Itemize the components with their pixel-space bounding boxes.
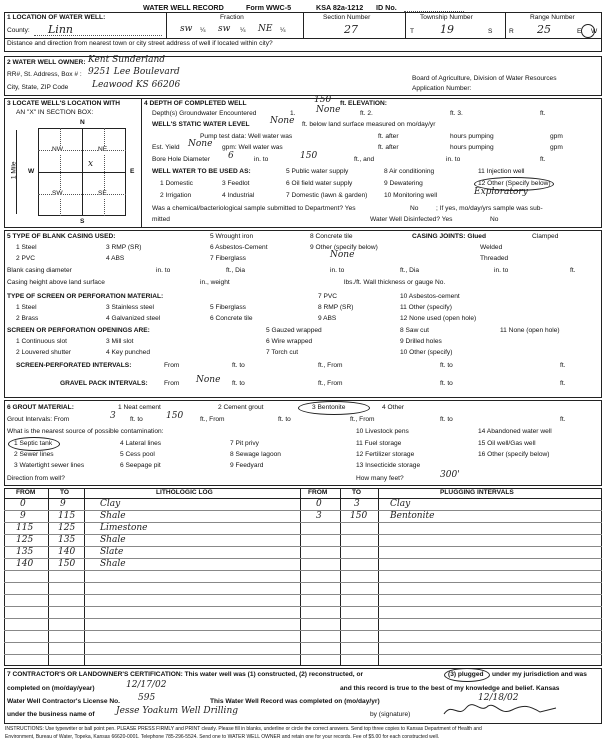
table-row-litho-desc: Slate bbox=[100, 547, 124, 557]
section-5-box bbox=[4, 230, 602, 398]
use-10: 10 Monitoring well bbox=[384, 192, 438, 199]
bore-ft: ft., and bbox=[354, 156, 375, 163]
pump-test-label: Pump test data: Well water was bbox=[200, 133, 293, 140]
use-label: WELL WATER TO BE USED AS: bbox=[152, 168, 251, 175]
table-row-litho-from: 135 bbox=[16, 547, 34, 557]
address-value: 9251 Lee Boulevard bbox=[88, 67, 180, 77]
casing-6: 6 Asbestos-Cement bbox=[210, 244, 268, 251]
range-e: E bbox=[577, 28, 582, 35]
table-row-plug-desc: Bentonite bbox=[390, 511, 435, 521]
grout-4: 4 Other bbox=[382, 404, 404, 411]
spi-ft-to: ft. to bbox=[232, 362, 245, 369]
record-date-value: 12/18/02 bbox=[478, 693, 519, 703]
blank-in-to: in. to bbox=[156, 267, 171, 274]
range-label: Range Number bbox=[530, 14, 575, 21]
grout-from-value: 3 bbox=[110, 411, 116, 421]
casing-9: 9 Other (specify below) bbox=[310, 244, 378, 251]
opening-3: 3 Mill slot bbox=[106, 338, 134, 345]
distance-label: Distance and direction from nearest town or city street address of well if located within city? bbox=[7, 40, 273, 47]
fraction-value-3: NE bbox=[258, 24, 273, 34]
table-row-litho-desc: Limestone bbox=[100, 523, 148, 533]
casing-5: 5 Wrought iron bbox=[210, 233, 254, 240]
section-3-title: 3 LOCATE WELL'S LOCATION WITH bbox=[7, 100, 121, 107]
static-level-label: WELL'S STATIC WATER LEVEL bbox=[152, 121, 250, 128]
contam-15: 15 Oil well/Gas well bbox=[478, 440, 536, 447]
section-2-title: 2 WATER WELL OWNER: bbox=[7, 59, 86, 66]
disinfected-label: Water Well Disinfected? Yes bbox=[370, 216, 453, 223]
contam-9: 9 Feedyard bbox=[230, 462, 264, 469]
contam-3: 3 Watertight sewer lines bbox=[14, 462, 85, 469]
section-3-subtitle: AN "X" IN SECTION BOX: bbox=[16, 109, 94, 116]
quarter-mark-1: ¼ bbox=[200, 27, 206, 34]
opening-4: 4 Key punched bbox=[106, 349, 150, 356]
groundwater-value: None bbox=[316, 105, 341, 115]
fraction-label: Fraction bbox=[220, 14, 244, 21]
screen-6: 6 Concrete tile bbox=[210, 315, 253, 322]
table-row-litho-to: 140 bbox=[58, 547, 76, 557]
gp-ft-to-2: ft. to bbox=[440, 380, 453, 387]
use-6: 6 Oil field water supply bbox=[286, 180, 353, 187]
ne-quadrant: NE bbox=[98, 146, 108, 153]
screen-intervals-label: SCREEN-PERFORATED INTERVALS: bbox=[16, 362, 132, 369]
township-value: 19 bbox=[440, 23, 454, 36]
table-row-litho-from: 0 bbox=[20, 499, 26, 509]
yield-after: ft. after bbox=[378, 144, 399, 151]
pump-hours: hours pumping bbox=[450, 133, 494, 140]
certification-line-1b: under my jurisdiction and was bbox=[492, 671, 587, 678]
bore-in-2: in. to bbox=[446, 156, 461, 163]
section-5-title: 5 TYPE OF BLANK CASING USED: bbox=[7, 233, 116, 240]
record-completed-label: This Water Well Record was completed on (mo/day/yr) bbox=[210, 698, 380, 705]
east-label: E bbox=[130, 168, 135, 175]
section-6-title: 6 GROUT MATERIAL: bbox=[7, 404, 74, 411]
openings-title: SCREEN OR PERFORATION OPENINGS ARE: bbox=[7, 327, 150, 334]
yield-hours: hours pumping bbox=[450, 144, 494, 151]
depth-value: 150 bbox=[314, 95, 332, 105]
casing-weight: in., weight bbox=[200, 279, 230, 286]
screen-2: 2 Brass bbox=[16, 315, 39, 322]
opening-1: 1 Continuous slot bbox=[16, 338, 67, 345]
use-11: 11 Injection well bbox=[478, 168, 525, 175]
casing-3: 3 RMP (SR) bbox=[106, 244, 142, 251]
table-row-litho-to: 9 bbox=[60, 499, 66, 509]
static-level-rest: ft. below land surface measured on mo/day/yr bbox=[302, 121, 436, 128]
contam-6: 6 Seepage pit bbox=[120, 462, 161, 469]
township-s: S bbox=[488, 28, 493, 35]
grout-ft-to-3: ft. to bbox=[440, 416, 453, 423]
bore-label: Bore Hole Diameter bbox=[152, 156, 210, 163]
table-row-litho-desc: Shale bbox=[100, 511, 126, 521]
bore-to-value: 150 bbox=[300, 151, 318, 161]
mitted: mitted bbox=[152, 216, 170, 223]
bore-in: in. to bbox=[254, 156, 269, 163]
gw-2: ft. 2. bbox=[360, 110, 373, 117]
grout-ft-to: ft. to bbox=[130, 416, 143, 423]
gw-ft: ft. bbox=[540, 110, 546, 117]
range-w: W bbox=[591, 28, 598, 35]
gp-ft-to: ft. to bbox=[232, 380, 245, 387]
bore-ft-2: ft. bbox=[540, 156, 546, 163]
table-row-plug-from: 3 bbox=[316, 511, 322, 521]
section-1-title: 1 LOCATION OF WATER WELL: bbox=[7, 14, 106, 21]
grout-2: 2 Cement grout bbox=[218, 404, 264, 411]
city-label: City, State, ZIP Code bbox=[7, 84, 69, 91]
location-x-mark: x bbox=[88, 159, 94, 169]
feet-value: 300' bbox=[440, 470, 460, 480]
completed-label: completed on (mo/day/year) bbox=[7, 685, 95, 692]
screen-5: 5 Fiberglass bbox=[210, 304, 246, 311]
screen-12: 12 None used (open hole) bbox=[400, 315, 477, 322]
business-name-label: under the business name of bbox=[7, 711, 95, 718]
casing-height-label: Casing height above land surface bbox=[7, 279, 105, 286]
bore-value: 6 bbox=[228, 151, 234, 161]
west-label: W bbox=[28, 168, 35, 175]
casing-7: 7 Fiberglass bbox=[210, 255, 246, 262]
fraction-value-1: sw bbox=[180, 24, 193, 34]
log-header-from: FROM bbox=[16, 489, 36, 496]
contam-1: 1 Septic tank bbox=[14, 440, 53, 447]
use-12: 12 Other (Specify below) bbox=[478, 180, 551, 187]
application-label: Application Number: bbox=[412, 85, 472, 92]
address-label: RR#, St. Address, Box # : bbox=[7, 71, 82, 78]
casing-other-value: None bbox=[330, 250, 355, 260]
fraction-value-2: sw bbox=[218, 24, 231, 34]
opening-11: 11 None (open hole) bbox=[500, 327, 560, 334]
table-row-plug-desc: Clay bbox=[390, 499, 411, 509]
signature-label: by (signature) bbox=[370, 711, 411, 718]
table-row-plug-to: 3 bbox=[354, 499, 360, 509]
casing-2: 2 PVC bbox=[16, 255, 36, 262]
table-row-litho-to: 115 bbox=[58, 511, 76, 521]
casing-lbs: lbs./ft. Wall thickness or gauge No. bbox=[344, 279, 446, 286]
screen-1: 1 Steel bbox=[16, 304, 37, 311]
table-row-litho-to: 135 bbox=[58, 535, 76, 545]
table-row-litho-desc: Clay bbox=[100, 499, 121, 509]
elevation-label: ft. ELEVATION: bbox=[340, 100, 388, 107]
grout-3: 3 Bentonite bbox=[312, 404, 346, 411]
south-label: S bbox=[80, 218, 85, 225]
sw-quadrant: SW bbox=[52, 190, 63, 197]
range-value: 25 bbox=[537, 23, 551, 36]
opening-2: 2 Louvered shutter bbox=[16, 349, 71, 356]
casing-welded: Welded bbox=[480, 244, 503, 251]
table-row-litho-desc: Shale bbox=[100, 535, 126, 545]
casing-joints: CASING JOINTS: Glued bbox=[412, 233, 487, 240]
table-row-litho-to: 150 bbox=[58, 559, 76, 569]
section-4-title: 4 DEPTH OF COMPLETED WELL bbox=[144, 100, 247, 107]
grout-ft-from: ft., From bbox=[200, 416, 225, 423]
contam-14: 14 Abandoned water well bbox=[478, 428, 552, 435]
instructions-line-2: Environment, Bureau of Water, Topeka, Kansas 66620-0001. Telephone 785-296-5524. Send one to WATER WELL OWNER and retain one for your records. Fee of $5.00 for each constructed well. bbox=[5, 734, 440, 740]
contam-11: 11 Fuel storage bbox=[356, 440, 402, 447]
gravel-pack-label: GRAVEL PACK INTERVALS: bbox=[60, 380, 148, 387]
se-quadrant: SE bbox=[98, 190, 107, 197]
contam-1-circle bbox=[8, 437, 60, 451]
use-8: 8 Air conditioning bbox=[384, 168, 435, 175]
signature bbox=[440, 700, 560, 720]
blank-ft: ft. bbox=[570, 267, 576, 274]
blank-ft-dia: ft., Dia bbox=[226, 267, 246, 274]
yield-gpm: gpm: Well water was bbox=[222, 144, 283, 151]
business-name-value: Jesse Yoakum Well Drilling bbox=[116, 706, 238, 716]
grout-ft-from-2: ft., From bbox=[350, 416, 375, 423]
certification-line-1: 7 CONTRACTOR'S OR LANDOWNER'S CERTIFICATION: This water well was (1) constructed, (2) reconstructed, or bbox=[7, 671, 364, 678]
contam-4: 4 Lateral lines bbox=[120, 440, 162, 447]
yield-gpm-2: gpm bbox=[550, 144, 563, 151]
direction-label: Direction from well? bbox=[7, 475, 65, 482]
blank-ft-dia-2: ft., Dia bbox=[400, 267, 420, 274]
opening-7: 7 Torch cut bbox=[266, 349, 299, 356]
table-row-litho-from: 140 bbox=[16, 559, 34, 569]
plugged-circle bbox=[444, 668, 490, 682]
opening-8: 8 Saw cut bbox=[400, 327, 429, 334]
yield-value: None bbox=[188, 139, 213, 149]
blank-in-to-3: in. to bbox=[494, 267, 509, 274]
table-row-litho-from: 115 bbox=[16, 523, 34, 533]
table-row-litho-from: 125 bbox=[16, 535, 34, 545]
spi-ft-from: ft., From bbox=[318, 362, 343, 369]
instructions-line-1: INSTRUCTIONS: Use typewriter or ball point pen. PLEASE PRESS FIRMLY and PRINT clearly. Please fill in blanks, underline or circle the correct answers. Send top three copies to Kansas Department of Health and bbox=[5, 726, 482, 732]
grout-3-circle bbox=[298, 401, 370, 415]
opening-6: 6 Wire wrapped bbox=[266, 338, 313, 345]
screen-11: 11 Other (specify) bbox=[400, 304, 452, 311]
grout-intervals-label: Grout Intervals: From bbox=[7, 416, 70, 423]
contam-13: 13 Insecticide storage bbox=[356, 462, 421, 469]
contam-10: 10 Livestock pens bbox=[356, 428, 409, 435]
range-r: R bbox=[509, 28, 514, 35]
casing-clamped: Clamped bbox=[532, 233, 559, 240]
opening-9: 9 Drilled holes bbox=[400, 338, 442, 345]
spi-from: From bbox=[164, 362, 180, 369]
quarter-mark-3: ¼ bbox=[280, 27, 286, 34]
blank-in-to-2: in. to bbox=[330, 267, 345, 274]
grout-1: 1 Neat cement bbox=[118, 404, 161, 411]
certification-line-2: and this record is true to the best of my knowledge and belief. Kansas bbox=[340, 685, 560, 692]
table-row-litho-desc: Shale bbox=[100, 559, 126, 569]
table-row-plug-from: 0 bbox=[316, 499, 322, 509]
gp-from: From bbox=[164, 380, 180, 387]
id-label: ID No. bbox=[376, 3, 397, 12]
screen-9: 9 ABS bbox=[318, 315, 337, 322]
casing-4: 4 ABS bbox=[106, 255, 125, 262]
opening-10: 10 Other (specify) bbox=[400, 349, 453, 356]
statute: KSA 82a-1212 bbox=[316, 3, 364, 12]
pump-gpm: gpm bbox=[550, 133, 563, 140]
use-9: 9 Dewatering bbox=[384, 180, 423, 187]
quarter-mark-2: ¼ bbox=[240, 27, 246, 34]
use-1: 1 Domestic bbox=[160, 180, 193, 187]
table-row-plug-to: 150 bbox=[350, 511, 368, 521]
contam-8: 8 Sewage lagoon bbox=[230, 451, 281, 458]
gravel-pack-value: None bbox=[196, 375, 221, 385]
use-3: 3 Feedlot bbox=[222, 180, 250, 187]
log-table bbox=[4, 488, 602, 666]
disinfected-no: No bbox=[490, 216, 499, 223]
screen-4: 4 Galvanized steel bbox=[106, 315, 161, 322]
log-header-plugging: PLUGGING INTERVALS bbox=[440, 489, 514, 496]
grout-ft-to-2: ft. to bbox=[278, 416, 291, 423]
how-many-feet-label: How many feet? bbox=[356, 475, 404, 482]
contam-7: 7 Pit privy bbox=[230, 440, 259, 447]
township-t: T bbox=[410, 28, 415, 35]
board-label: Board of Agriculture, Division of Water Resources bbox=[412, 75, 557, 82]
blank-diameter-label: Blank casing diameter bbox=[7, 267, 72, 274]
log-header-to: TO bbox=[60, 489, 70, 496]
section-number-value: 27 bbox=[344, 23, 358, 36]
opening-5: 5 Gauzed wrapped bbox=[266, 327, 322, 334]
log-header-to-2: TO bbox=[352, 489, 362, 496]
use-7: 7 Domestic (lawn & garden) bbox=[286, 192, 368, 199]
chem-sample-label: Was a chemical/bacteriological sample submitted to Department? Yes bbox=[152, 205, 356, 212]
nw-quadrant: NW bbox=[52, 146, 63, 153]
use-2: 2 Irrigation bbox=[160, 192, 192, 199]
form-title: WATER WELL RECORD bbox=[143, 3, 224, 12]
spi-ft-to-2: ft. to bbox=[440, 362, 453, 369]
completed-value: 12/17/02 bbox=[126, 680, 167, 690]
form-number: Form WWC-5 bbox=[246, 3, 292, 12]
gw-3: ft. 3. bbox=[450, 110, 463, 117]
chem-rest: ; If yes, mo/day/yrs sample was sub- bbox=[436, 205, 543, 212]
contam-5: 5 Cess pool bbox=[120, 451, 155, 458]
log-header-lithologic: LITHOLOGIC LOG bbox=[156, 489, 213, 496]
contam-2: 2 Sewer lines bbox=[14, 451, 54, 458]
north-label: N bbox=[80, 119, 85, 126]
contamination-label: What is the nearest source of possible contamination: bbox=[7, 428, 164, 435]
license-label: Water Well Contractor's License No. bbox=[7, 698, 120, 705]
owner-value: Kent Sunderland bbox=[88, 55, 166, 65]
use-4: 4 Industrial bbox=[222, 192, 255, 199]
yield-label: Est. Yield bbox=[152, 144, 180, 151]
use-other-value: Exploratory bbox=[474, 187, 528, 197]
county-value: Linn bbox=[48, 23, 73, 36]
screen-10: 10 Asbestos-cement bbox=[400, 293, 460, 300]
gw-1: 1. bbox=[290, 110, 296, 117]
casing-threaded: Threaded bbox=[480, 255, 509, 262]
county-label: County: bbox=[7, 27, 30, 34]
mile-label: 1 Mile bbox=[10, 161, 18, 180]
screen-8: 8 RMP (SR) bbox=[318, 304, 354, 311]
use-5: 5 Public water supply bbox=[286, 168, 349, 175]
contam-16: 16 Other (specify below) bbox=[478, 451, 550, 458]
section-number-label: Section Number bbox=[323, 14, 371, 21]
grout-ft-end: ft. bbox=[560, 416, 566, 423]
table-row-litho-from: 9 bbox=[20, 511, 26, 521]
screen-7: 7 PVC bbox=[318, 293, 338, 300]
license-value: 595 bbox=[138, 693, 156, 703]
township-label: Township Number bbox=[420, 14, 473, 21]
log-header-from-2: FROM bbox=[308, 489, 328, 496]
pump-after: ft. after bbox=[378, 133, 399, 140]
screen-3: 3 Stainless steel bbox=[106, 304, 155, 311]
static-level-value: None bbox=[270, 116, 295, 126]
casing-8: 8 Concrete tile bbox=[310, 233, 353, 240]
plugged-option: (3) plugged bbox=[448, 671, 484, 678]
city-value: Leawood KS 66206 bbox=[92, 80, 181, 90]
spi-ft: ft. bbox=[560, 362, 566, 369]
screen-material-title: TYPE OF SCREEN OR PERFORATION MATERIAL: bbox=[7, 293, 164, 300]
chem-no: No bbox=[410, 205, 419, 212]
gp-ft-from: ft., From bbox=[318, 380, 343, 387]
contam-12: 12 Fertilizer storage bbox=[356, 451, 415, 458]
table-row-litho-to: 125 bbox=[58, 523, 76, 533]
grout-to-value: 150 bbox=[166, 411, 184, 421]
gp-ft: ft. bbox=[560, 380, 566, 387]
casing-1: 1 Steel bbox=[16, 244, 37, 251]
groundwater-label: Depth(s) Groundwater Encountered bbox=[152, 110, 257, 117]
